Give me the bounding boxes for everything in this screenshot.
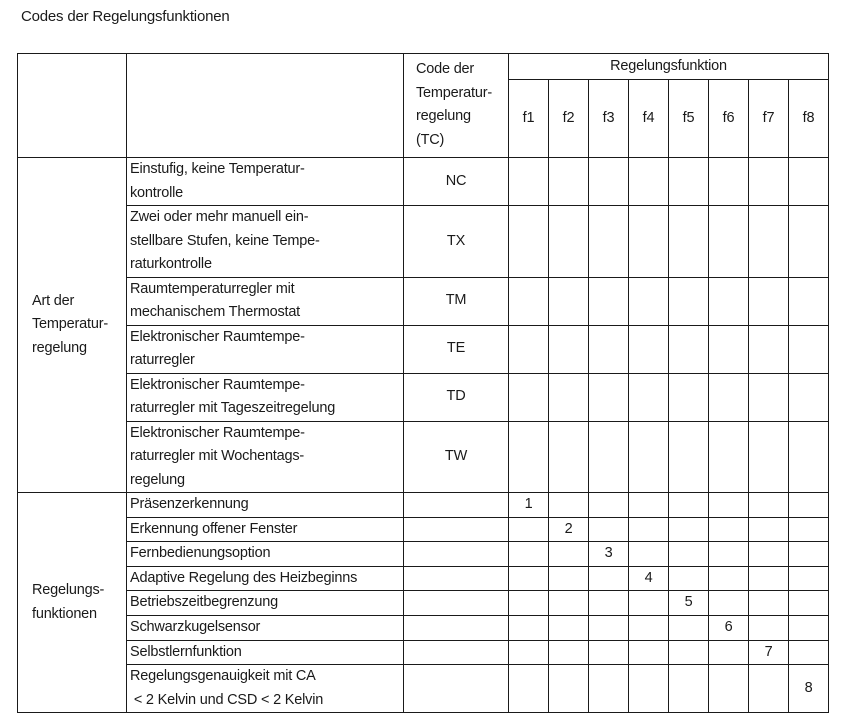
row-code: TD [404,373,509,421]
table-row [18,640,829,665]
function-cell [749,566,789,591]
row-description-line: mechanischem Thermostat [130,304,301,320]
function-mark: 8 [789,665,829,713]
function-cell [749,277,789,325]
row-code [404,615,509,640]
function-cell [589,421,629,493]
function-cell [589,373,629,421]
row-description-line: raturregler mit Tageszeitregelung [130,400,336,416]
function-cell [509,542,549,567]
table-row [18,665,829,713]
table-row [18,373,829,421]
row-description-line: Betriebszeitbegrenzung [130,594,278,610]
function-cell [549,158,589,206]
header-function-f8: f8 [789,80,829,158]
group-label-functions [18,493,127,713]
group-label-line: Art der [32,292,75,309]
table-row [18,325,829,373]
header-code-line: Temperatur- [416,84,492,101]
function-cell [749,493,789,518]
function-cell [789,325,829,373]
function-cell [509,277,549,325]
row-description [127,206,404,278]
row-description [127,493,404,518]
row-description-line: stellbare Stufen, keine Tempe- [130,232,320,249]
function-cell [789,493,829,518]
function-cell [789,615,829,640]
row-description-line: kontrolle [130,184,184,201]
function-cell [749,591,789,616]
function-cell [709,277,749,325]
function-cell [589,325,629,373]
header-function-f4: f4 [629,80,669,158]
table-row [18,158,829,206]
function-mark: 2 [549,517,589,542]
function-cell [749,615,789,640]
function-cell [629,373,669,421]
row-code: NC [404,158,509,206]
function-cell [709,591,749,616]
function-cell [549,373,589,421]
row-code [404,542,509,567]
function-cell [589,493,629,518]
row-code [404,640,509,665]
header-code-line: (TC) [416,131,445,148]
table-row [18,591,829,616]
function-cell [669,665,709,713]
row-description-line: Elektronischer Raumtempe- [130,328,305,345]
function-cell [709,517,749,542]
table-row [18,277,829,325]
row-code: TM [404,277,509,325]
function-cell [749,665,789,713]
function-cell [549,277,589,325]
row-description-line: Adaptive Regelung des Heizbeginns [130,569,358,586]
row-code [404,665,509,713]
function-cell [509,421,549,493]
row-description-line: Einstufig, keine Temperatur- [130,161,305,177]
row-description [127,615,404,640]
header-function-f5: f5 [669,80,709,158]
function-cell [549,615,589,640]
function-cell [549,325,589,373]
function-cell [549,421,589,493]
function-cell [749,517,789,542]
function-cell [709,158,749,206]
function-cell [709,640,749,665]
row-description-line: Zwei oder mehr manuell ein- [130,209,309,225]
function-cell [549,591,589,616]
function-cell [709,373,749,421]
function-cell [669,325,709,373]
function-cell [629,591,669,616]
function-cell [709,206,749,278]
function-cell [549,206,589,278]
row-code: TW [404,421,509,493]
header-code-line: Code der [416,61,475,77]
function-cell [509,325,549,373]
function-cell [629,665,669,713]
row-code [404,566,509,591]
header-code-line: regelung [416,108,471,124]
function-cell [589,277,629,325]
row-code [404,591,509,616]
function-cell [789,517,829,542]
function-cell [749,421,789,493]
group-label-line: funktionen [32,605,97,622]
function-cell [789,542,829,567]
function-cell [549,566,589,591]
header-function-group: Regelungsfunktion [509,54,829,80]
function-cell [789,566,829,591]
function-cell [669,158,709,206]
function-cell [789,421,829,493]
group-label-temperature [18,158,127,493]
function-cell [669,517,709,542]
function-cell [749,206,789,278]
function-cell [669,277,709,325]
function-cell [789,640,829,665]
row-code [404,517,509,542]
table-row [18,615,829,640]
function-cell [549,493,589,518]
function-cell [589,640,629,665]
row-description [127,640,404,665]
function-cell [549,665,589,713]
function-cell [629,277,669,325]
function-cell [789,373,829,421]
function-cell [669,615,709,640]
group-label-line: regelung [32,339,87,356]
function-cell [709,542,749,567]
row-description [127,158,404,206]
function-cell [749,373,789,421]
function-cell [589,158,629,206]
row-description-line: Regelungsgenauigkeit mit CA [130,668,316,684]
function-cell [669,566,709,591]
function-cell [789,591,829,616]
function-mark: 7 [749,640,789,665]
function-cell [669,373,709,421]
row-description-line: Selbstlernfunktion [130,643,242,660]
row-description [127,566,404,591]
row-description-line: Präsenzerkennung [130,496,249,512]
function-cell [669,421,709,493]
function-cell [629,542,669,567]
function-cell [709,566,749,591]
function-cell [629,640,669,665]
row-description [127,373,404,421]
row-code [404,493,509,518]
function-cell [669,542,709,567]
header-function-f3: f3 [589,80,629,158]
function-cell [509,566,549,591]
row-description-line: raturregler mit Wochentags- [130,448,305,464]
function-cell [629,206,669,278]
function-cell [789,158,829,206]
function-cell [669,640,709,665]
function-cell [509,665,549,713]
row-description-line: Elektronischer Raumtempe- [130,424,305,441]
function-cell [749,158,789,206]
function-cell [509,640,549,665]
header-function-f7: f7 [749,80,789,158]
function-mark: 6 [709,615,749,640]
function-cell [509,373,549,421]
function-cell [549,542,589,567]
header-function-f2: f2 [549,80,589,158]
function-cell [509,615,549,640]
function-cell [669,206,709,278]
function-cell [589,206,629,278]
row-code: TX [404,206,509,278]
row-description-line: raturkontrolle [130,256,212,272]
function-cell [789,206,829,278]
header-function-f1: f1 [509,80,549,158]
table-row [18,566,829,591]
function-cell [709,665,749,713]
header-code-column [404,54,509,158]
function-cell [749,542,789,567]
row-description [127,421,404,493]
row-description-line: Raumtemperaturregler mit [130,280,295,297]
table-row [18,206,829,278]
function-mark: 1 [509,493,549,518]
function-cell [629,615,669,640]
header-empty-cell [127,54,404,158]
function-cell [629,325,669,373]
row-description [127,517,404,542]
function-cell [589,566,629,591]
function-cell [629,421,669,493]
group-label-line: Temperatur- [32,316,108,333]
table-row [18,493,829,518]
row-description-line: Elektronischer Raumtempe- [130,376,305,393]
function-cell [629,158,669,206]
function-cell [709,325,749,373]
function-cell [509,517,549,542]
function-mark: 4 [629,566,669,591]
function-cell [669,493,709,518]
function-cell [509,206,549,278]
function-cell [629,493,669,518]
document-title: Codes der Regelungsfunktionen [21,8,230,25]
row-description [127,591,404,616]
function-mark: 5 [669,591,709,616]
row-description [127,665,404,713]
header-empty-cell [18,54,127,158]
row-description-line: < 2 Kelvin und CSD < 2 Kelvin [130,691,324,708]
function-cell [509,591,549,616]
table-row [18,517,829,542]
header-function-f6: f6 [709,80,749,158]
function-cell [589,591,629,616]
control-functions-table [17,53,829,713]
row-description [127,277,404,325]
row-description [127,325,404,373]
function-cell [589,517,629,542]
function-mark: 3 [589,542,629,567]
row-description [127,542,404,567]
function-cell [749,325,789,373]
group-label-line: Regelungs- [32,582,105,598]
function-cell [589,665,629,713]
function-cell [629,517,669,542]
row-description-line: raturregler [130,352,195,368]
table-row [18,421,829,493]
row-description-line: Erkennung offener Fenster [130,520,298,537]
row-code: TE [404,325,509,373]
function-cell [509,158,549,206]
table-row [18,542,829,567]
function-cell [709,421,749,493]
function-cell [709,493,749,518]
function-cell [549,640,589,665]
function-cell [589,615,629,640]
row-description-line: Fernbedienungsoption [130,545,271,561]
row-description-line: regelung [130,471,185,488]
row-description-line: Schwarzkugelsensor [130,618,261,635]
function-cell [789,277,829,325]
